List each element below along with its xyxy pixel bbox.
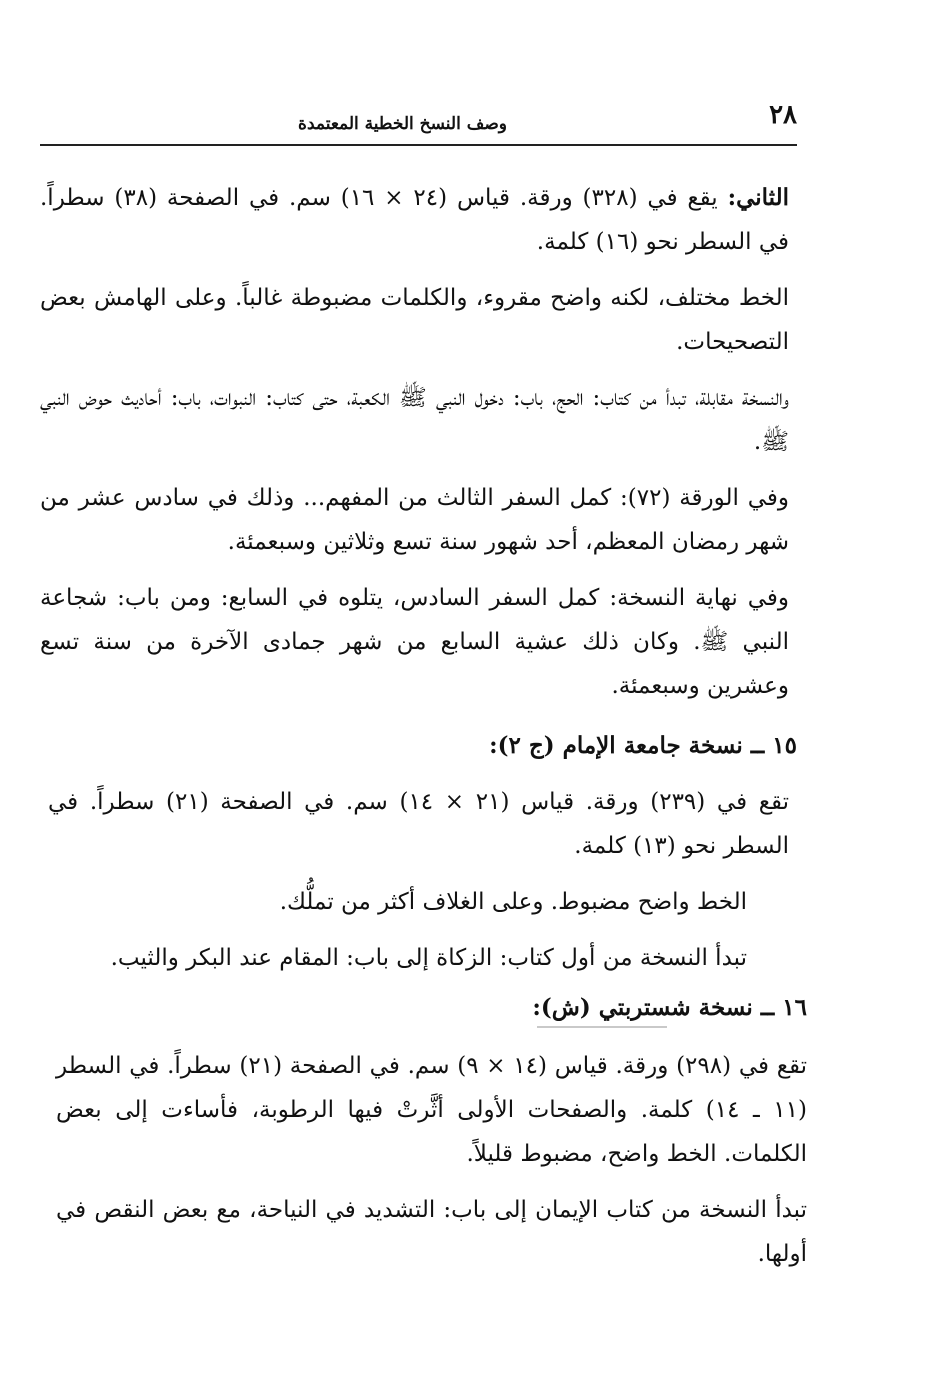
page-number: ٢٨ (769, 100, 797, 130)
paragraph-text: الخط واضح مضبوط. وعلى الغلاف أكثر من تملُّك. (279, 889, 747, 915)
paragraph-text: يقع في (٣٢٨) ورقة. قياس (٢٤ × ١٦) سم. في الصفحة (٣٨) سطراً. في السطر نحو (١٦) كلمة. (40, 185, 789, 255)
paragraph-chester-beatty-range (56, 1188, 807, 1276)
paragraph-text: تبدأ النسخة من أول كتاب: الزكاة إلى باب: المقام عند البكر والثيب. (110, 945, 747, 971)
paragraph-script-description (40, 276, 789, 364)
page-header (40, 100, 797, 146)
paragraph-imam-script (48, 880, 747, 924)
paragraph-text: تقع في (٢٩٨) ورقة. قياس (١٤ × ٩) سم. في الصفحة (٢١) سطراً. في السطر (١١ ـ ١٤) كلمة. والصفحات الأولى أثَّرتْ فيها الرطوبة، فأساءت إلى بعض الكلمات. الخط واضح، مضبوط قليلاً. (56, 1053, 807, 1167)
paragraph-second-manuscript (40, 176, 789, 264)
paragraph-text: وفي الورقة (٧٢): كمل السفر الثالث من المفهم... وذلك في سادس عشر من شهر رمضان المعظم، أحد شهور سنة تسع وثلاثين وسبعمئة. (40, 485, 789, 555)
paragraph-text: تقع في (٢٣٩) ورقة. قياس (٢١ × ١٤) سم. في الصفحة (٢١) سطراً. في السطر نحو (١٣) كلمة. (48, 789, 789, 859)
section-heading-15: ١٥ ــ نسخة جامعة الإمام (ج ٢): (489, 732, 797, 759)
paragraph-text: وفي نهاية النسخة: كمل السفر السادس، يتلوه في السابع: ومن باب: شجاعة النبي ﷺ. وكان ذلك عشية السابع من شهر جمادى الآخرة من سنة تسع وعشرين وسبعمئة. (40, 585, 789, 699)
paragraph-imam-range (48, 936, 747, 980)
paragraph-text: الخط مختلف، لكنه واضح مقروء، والكلمات مضبوطة غالباً. وعلى الهامش بعض التصحيحات. (40, 285, 789, 355)
paragraph-chester-beatty-description (56, 1044, 807, 1176)
section-heading-16: ١٦ ــ نسخة شستربتي (ش): (532, 994, 807, 1021)
paragraph-text: والنسخة مقابلة، تبدأ من كتاب: الحج، باب: دخول النبي ﷺ الكعبة، حتى كتاب: النبوات، باب: أحاديث حوض النبي ﷺ. (40, 385, 789, 455)
paragraph-colophon (40, 576, 789, 708)
paragraph-folio-72 (40, 476, 789, 564)
paragraph-collation (40, 376, 789, 464)
paragraph-text: تبدأ النسخة من كتاب الإيمان إلى باب: التشديد في النياحة، مع بعض النقص في أولها. (56, 1197, 807, 1267)
heading-underline-mark (537, 1026, 667, 1028)
paragraph-lead: الثاني: (727, 184, 789, 211)
paragraph-imam-university-description (48, 780, 789, 868)
running-title: وصف النسخ الخطية المعتمدة (298, 114, 507, 134)
